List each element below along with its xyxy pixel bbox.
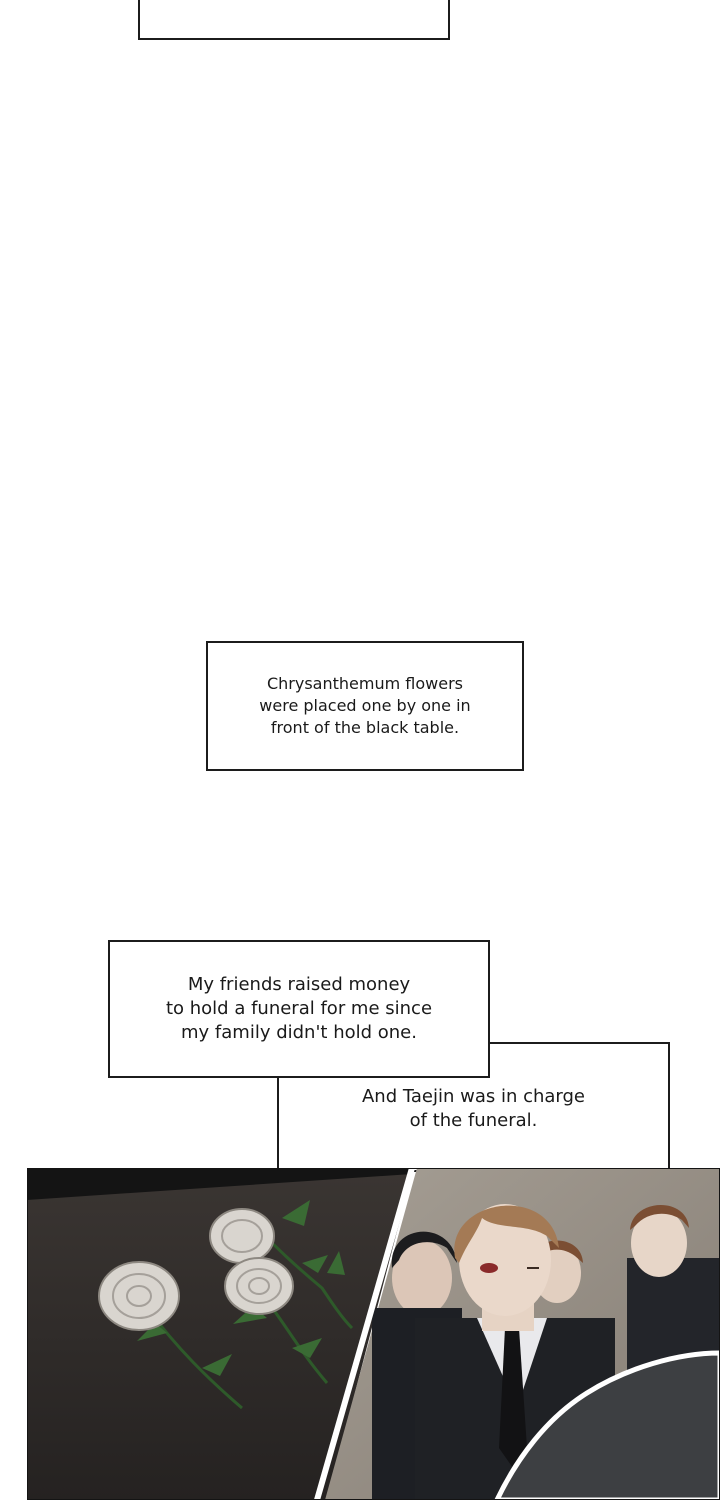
chrysanthemum-flower — [210, 1209, 274, 1263]
caption-friends-text: My friends raised money to hold a funeral for me since my family didn't hold one. — [165, 974, 433, 1043]
chrysanthemum-flower — [99, 1262, 179, 1330]
chrysanthemum-flower — [225, 1258, 293, 1314]
caption-taejin-text: And Taejin was in charge of the funeral. — [361, 1086, 586, 1131]
caption-friends — [108, 940, 490, 1078]
caption-chrysanthemum: Chrysanthemum flowers were placed one by one in front of the black table. — [206, 641, 524, 771]
comic-panel — [27, 1168, 720, 1500]
caption-box-top — [138, 0, 450, 40]
